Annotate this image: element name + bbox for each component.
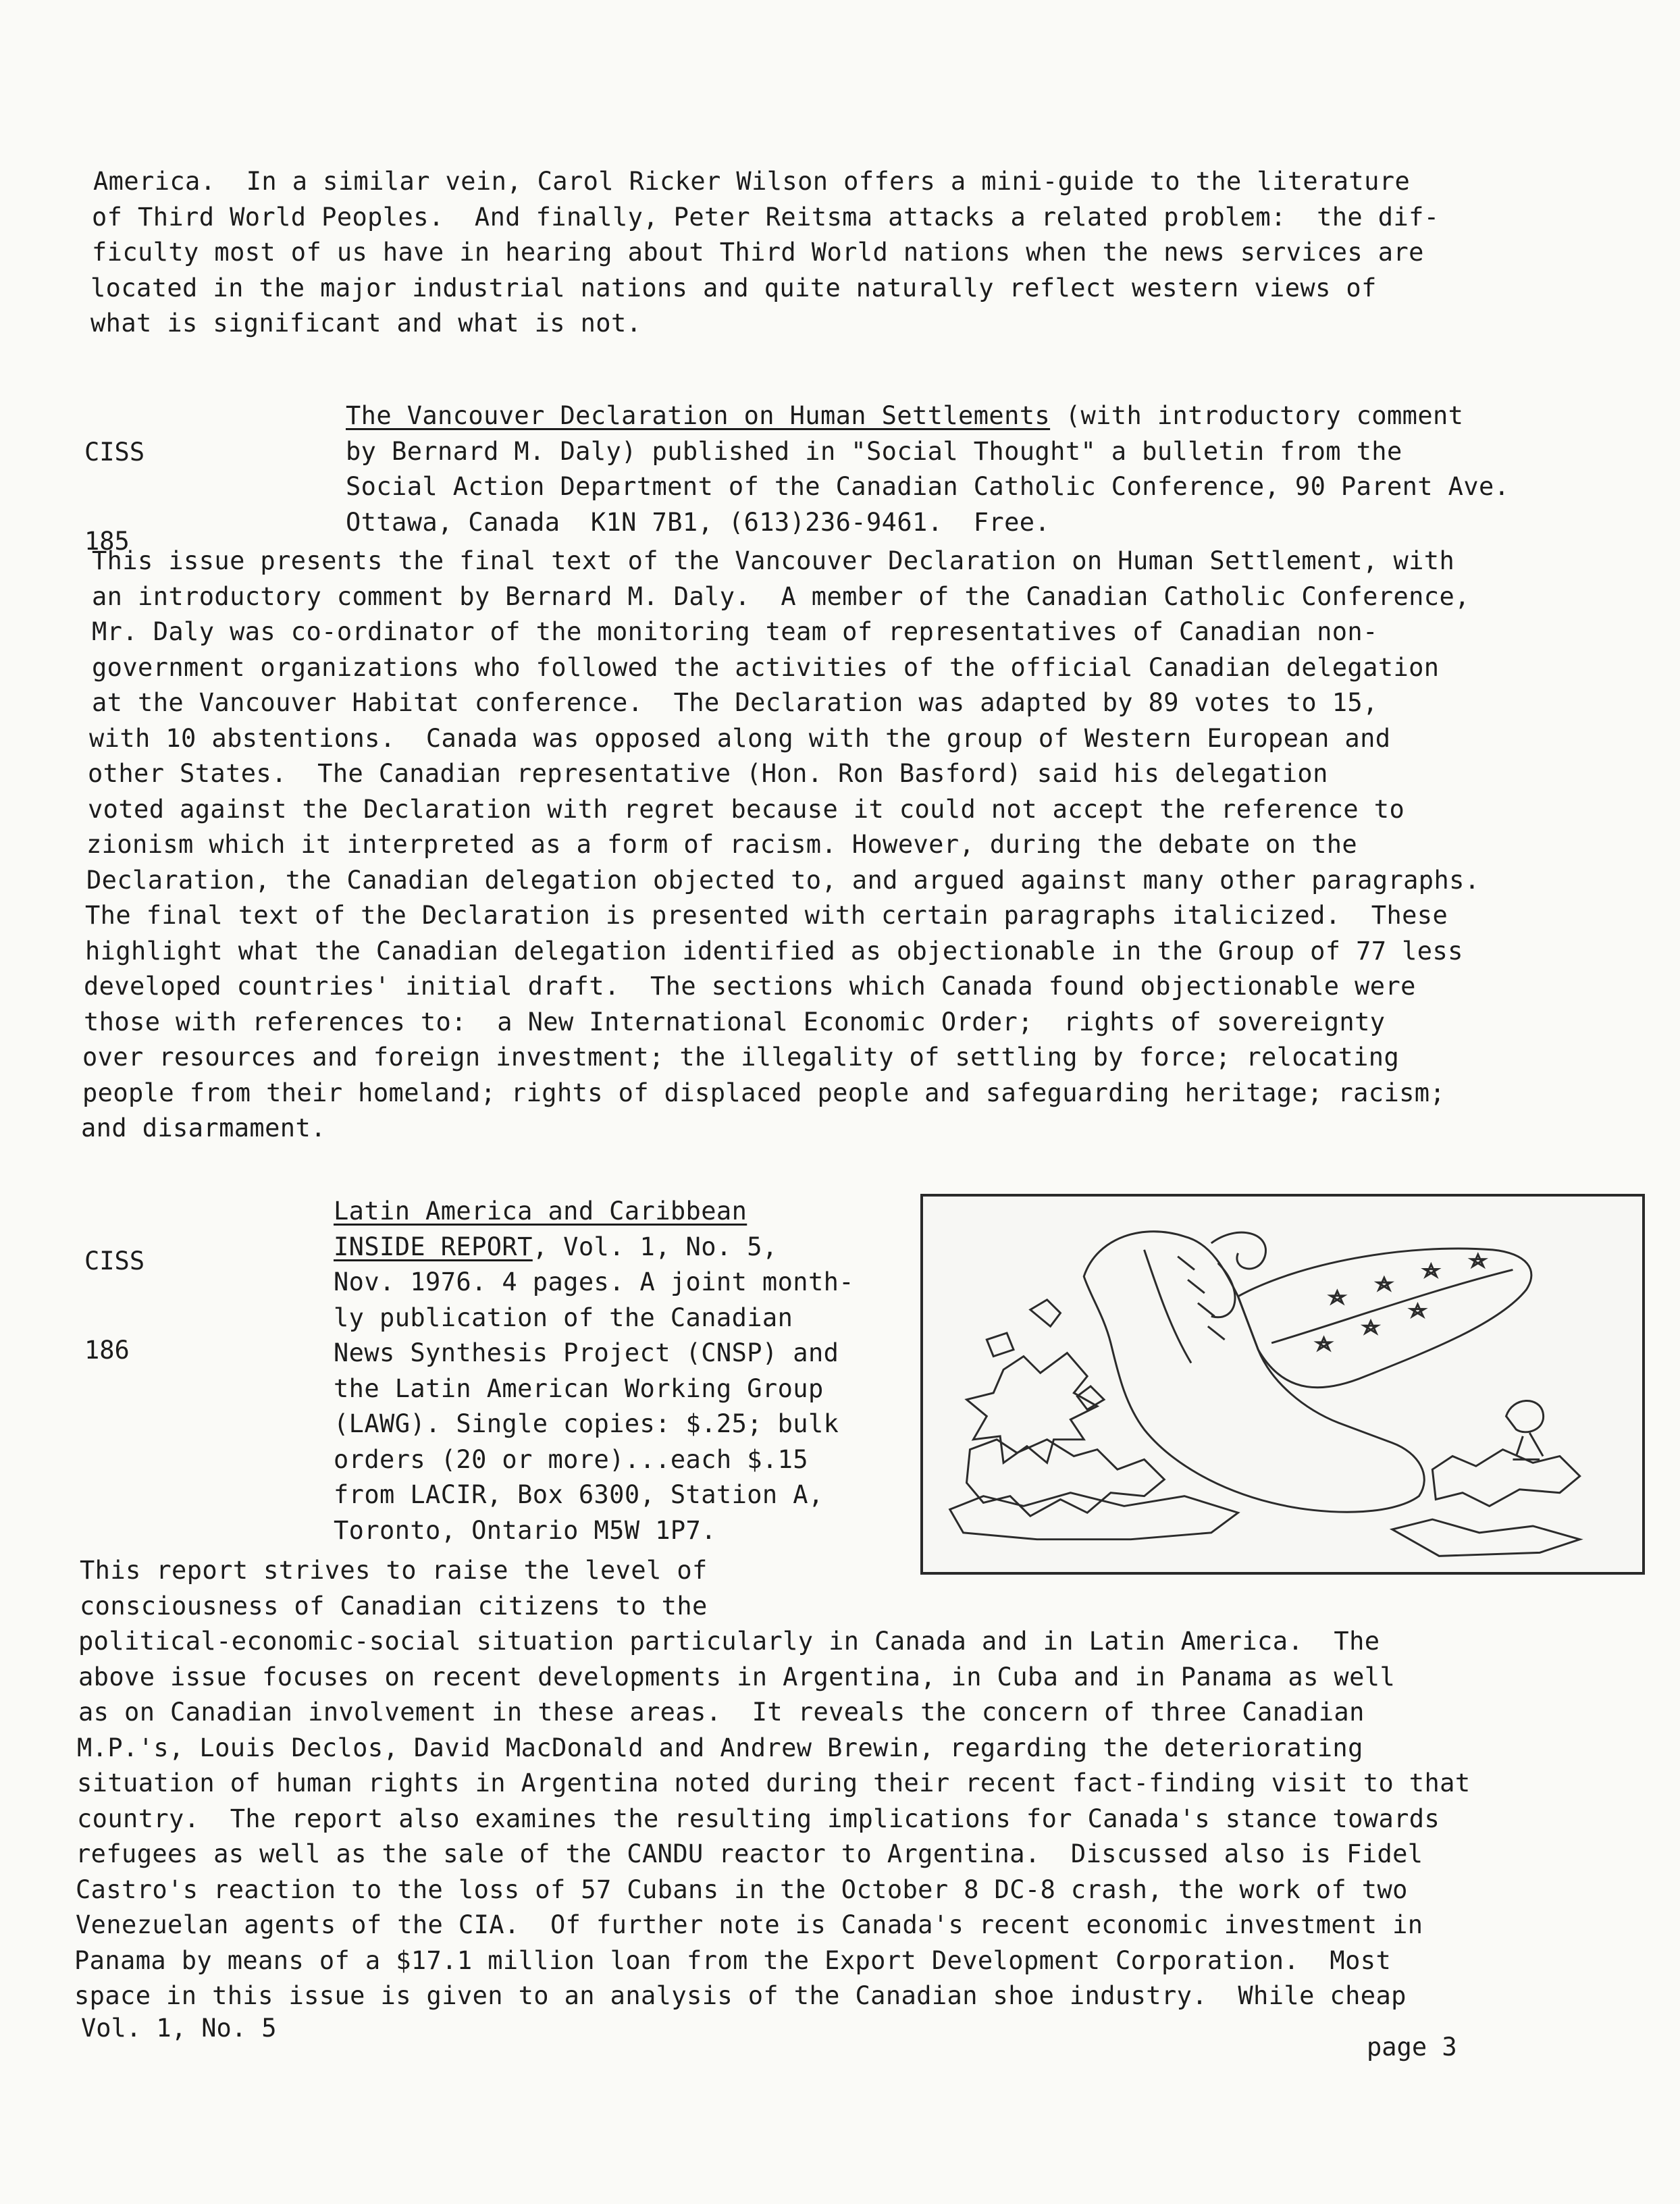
body-line: other States. The Canadian representative (Hon. Ron Basford) said his delegation [88, 759, 1328, 788]
ciss-186-reference [84, 1187, 145, 1425]
footer-volume: Vol. 1, No. 5 [81, 2014, 277, 2043]
subtitle-rest: , Vol. 1, No. 5, [532, 1232, 778, 1261]
ciss-186-citation [334, 1194, 854, 1548]
citation-line: (LAWG). Single copies: $.25; bulk [334, 1409, 839, 1438]
intro-line: what is significant and what is not. [90, 309, 642, 338]
body-line: zionism which it interpreted as a form of racism. However, during the debate on the [86, 830, 1358, 859]
body-line: space in this issue is given to an analysis of the Canadian shoe industry. While cheap [74, 1981, 1407, 2010]
ref-label: CISS [84, 1247, 145, 1276]
citation-line: by Bernard M. Daly) published in "Social Thought" a bulletin from the [346, 436, 1402, 466]
citation-title-line [334, 1194, 854, 1230]
body-line: Castro's reaction to the loss of 57 Cubans in the October 8 DC-8 crash, the work of two [76, 1874, 1408, 1904]
publication-title: Latin America and Caribbean [334, 1197, 747, 1226]
intro-line: of Third World Peoples. And finally, Peter Reitsma attacks a related problem: the dif- [92, 202, 1440, 232]
boot-illustration [920, 1194, 1645, 1575]
body-line: situation of human rights in Argentina noted during their recent fact-finding visit to that [77, 1768, 1471, 1798]
ref-label: CISS [84, 438, 145, 467]
body-line: above issue focuses on recent developments in Argentina, in Cuba and in Panama as well [78, 1662, 1396, 1691]
body-line: at the Vancouver Habitat conference. The Declaration was adapted by 89 votes to 15, [92, 688, 1378, 717]
title-rest: (with introductory comment [1050, 401, 1464, 430]
body-line: Venezuelan agents of the CIA. Of further note is Canada's recent economic investment in [76, 1910, 1423, 1939]
citation-line: ly publication of the Canadian [334, 1303, 793, 1332]
ref-number: 186 [84, 1336, 130, 1365]
citation-line: Ottawa, Canada K1N 7B1, (613)236-9461. Free. [346, 507, 1051, 537]
intro-line: America. In a similar vein, Carol Ricker Wilson offers a mini-guide to the literature [93, 167, 1411, 196]
intro-line: ficulty most of us have in hearing about Third World nations when the news services are [92, 238, 1424, 267]
intro-line: located in the major industrial nations and quite naturally reflect western views of [90, 273, 1377, 303]
citation-line: Toronto, Ontario M5W 1P7. [334, 1515, 716, 1545]
body-line: with 10 abstentions. Canada was opposed along with the group of Western European and [89, 723, 1391, 753]
body-line: an introductory comment by Bernard M. Daly. A member of the Canadian Catholic Conference, [92, 581, 1470, 611]
body-line: Mr. Daly was co-ordinator of the monitoring team of representatives of Canadian non- [92, 617, 1378, 646]
body-line: consciousness of Canadian citizens to the [80, 1591, 708, 1621]
body-line: over resources and foreign investment; the illegality of settling by force; relocating [82, 1043, 1400, 1072]
ciss-185-citation [346, 398, 1509, 540]
intro-paragraph [90, 164, 1440, 342]
body-line: highlight what the Canadian delegation identified as objectionable in the Group of 77 less [85, 936, 1463, 966]
body-line: as on Canadian involvement in these areas. It reveals the concern of three Canadian [78, 1698, 1365, 1727]
body-line: those with references to: a New International Economic Order; rights of sovereignty [84, 1007, 1386, 1037]
citation-line: Social Action Department of the Canadian Catholic Conference, 90 Parent Ave. [346, 472, 1510, 501]
citation-subtitle-line [334, 1230, 854, 1265]
body-line: refugees as well as the sale of the CANDU reactor to Argentina. Discussed also is Fidel [76, 1839, 1423, 1868]
ciss-186-description [74, 1553, 1471, 2014]
citation-title-line [346, 398, 1509, 434]
citation-line: the Latin American Working Group [334, 1373, 824, 1403]
body-line: political-economic-social situation particularly in Canada and in Latin America. The [78, 1627, 1380, 1656]
citation-line: Nov. 1976. 4 pages. A joint month- [334, 1267, 854, 1296]
body-line: developed countries' initial draft. The sections which Canada found objectionable were [84, 972, 1416, 1001]
publication-title: The Vancouver Declaration on Human Settlements [346, 401, 1051, 430]
body-line: and disarmament. [81, 1113, 326, 1143]
body-line: voted against the Declaration with regret because it could not accept the reference to [88, 794, 1405, 824]
body-line: country. The report also examines the resulting implications for Canada's stance towards [77, 1804, 1440, 1833]
footer-page-number: page 3 [1367, 2032, 1457, 2062]
body-line: government organizations who followed the activities of the official Canadian delegation [92, 652, 1440, 682]
ciss-185-description [81, 544, 1480, 1147]
body-line: The final text of the Declaration is presented with certain paragraphs italicized. These [85, 901, 1448, 930]
body-line: This issue presents the final text of the Vancouver Declaration on Human Settlement, with [92, 546, 1455, 575]
boot-drawing-icon [923, 1197, 1642, 1572]
body-line: people from their homeland; rights of displaced people and safeguarding heritage; racism; [82, 1078, 1446, 1107]
citation-line: News Synthesis Project (CNSP) and [334, 1338, 839, 1367]
publication-subtitle: INSIDE REPORT [334, 1232, 533, 1261]
citation-line: from LACIR, Box 6300, Station A, [334, 1480, 824, 1509]
body-line: Declaration, the Canadian delegation objected to, and argued against many other paragraphs. [86, 865, 1480, 895]
body-line: M.P.'s, Louis Declos, David MacDonald and Andrew Brewin, regarding the deteriorating [77, 1733, 1363, 1762]
body-line: Panama by means of a $17.1 million loan from the Export Development Corporation. Most [74, 1945, 1392, 1975]
body-line: This report strives to raise the level of [80, 1556, 708, 1585]
citation-line: orders (20 or more)...each $.15 [334, 1444, 808, 1474]
ref-number: 185 [84, 527, 130, 556]
